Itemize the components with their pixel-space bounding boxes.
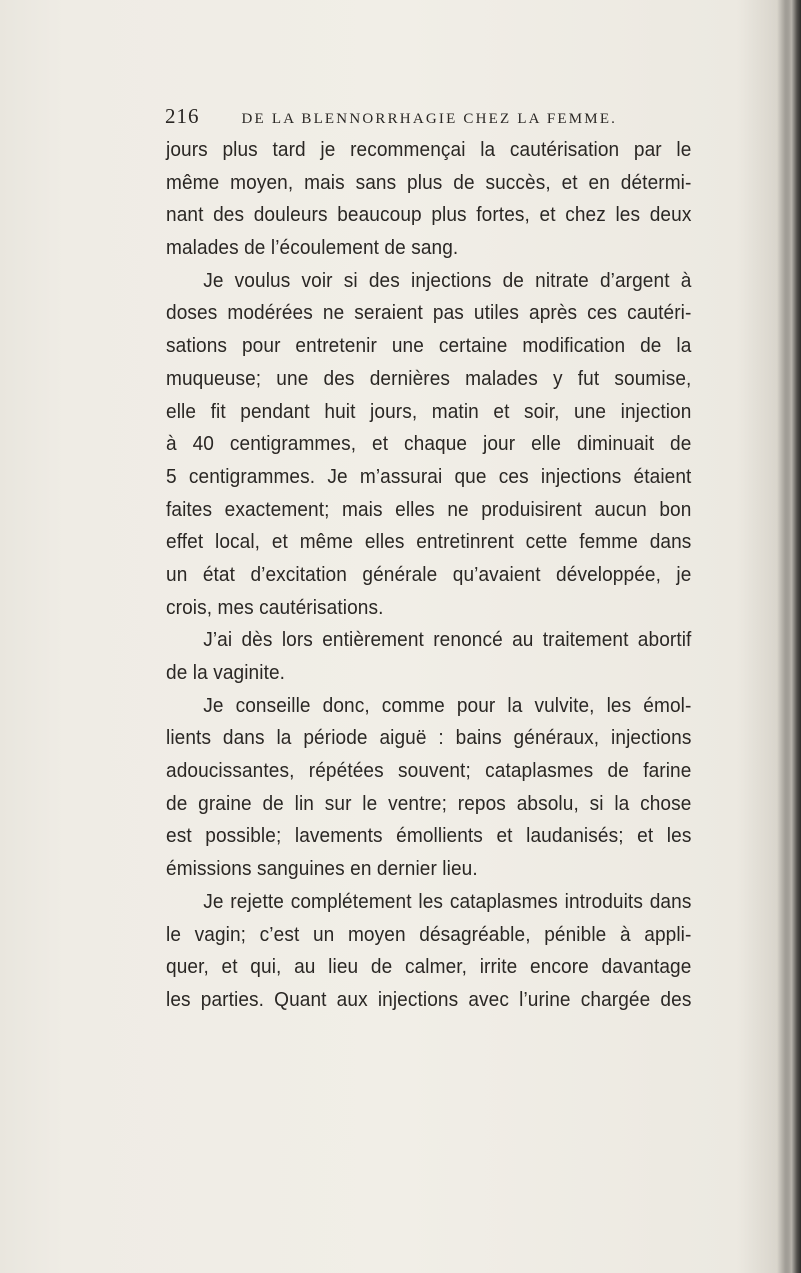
text-line: Je rejette complétement les cataplasmes introduits dans: [203, 889, 692, 913]
text-line: est possible; lavements émollients et laudanisés; et les: [166, 824, 692, 848]
text-line: jours plus tard je recommençai la cautérisation par le: [166, 138, 692, 161]
text-line: 5 centigrammes. Je m’assurai que ces injections étaient: [166, 464, 692, 488]
text-line: adoucissantes, répétées souvent; cataplasmes de farine: [166, 759, 692, 783]
text-line: faites exactement; mais elles ne produisirent aucun bon: [166, 497, 692, 521]
text-line: malades de l’écoulement de sang.: [166, 236, 459, 260]
text-line: lients dans la période aiguë : bains généraux, injections: [166, 726, 692, 750]
text-line: crois, mes cautérisations.: [166, 595, 384, 619]
text-line: de la vaginite.: [166, 661, 286, 684]
text-line: sations pour entretenir une certaine modification de la: [166, 334, 692, 358]
text-line: de graine de lin sur le ventre; repos absolu, si la chose: [166, 791, 692, 815]
page-number: 216: [165, 104, 200, 128]
text-line: Je voulus voir si des injections de nitrate d’argent à: [203, 268, 692, 292]
text-line: un état d’excitation générale qu’avaient développée, je: [166, 562, 692, 586]
text-line: quer, et qui, au lieu de calmer, irrite encore davantage: [166, 955, 692, 979]
text-line: à 40 centigrammes, et chaque jour elle diminuait de: [166, 432, 692, 456]
text-line: les parties. Quant aux injections avec l’urine chargée des: [166, 987, 692, 1011]
text-line: elle fit pendant huit jours, matin et soir, une injection: [166, 399, 692, 423]
text-line: effet local, et même elles entretinrent cette femme dans: [166, 530, 692, 554]
text-line: même moyen, mais sans plus de succès, et en détermi-: [166, 170, 692, 194]
text-line: muqueuse; une des dernières malades y fut soumise,: [166, 366, 692, 390]
running-header: [165, 104, 725, 132]
page-binding-edge: [785, 0, 801, 1273]
body-text: [166, 134, 691, 1017]
text-line: Je conseille donc, comme pour la vulvite, les émol-: [203, 693, 692, 717]
text-line: émissions sanguines en dernier lieu.: [166, 857, 478, 881]
text-line: J’ai dès lors entièrement renoncé au traitement abortif: [203, 628, 692, 652]
text-line: le vagin; c’est un moyen désagréable, pénible à appli-: [166, 922, 692, 946]
running-title: DE LA BLENNORRHAGIE CHEZ LA FEMME.: [241, 111, 618, 127]
text-line: nant des douleurs beaucoup plus fortes, et chez les deux: [166, 203, 692, 227]
text-line: doses modérées ne seraient pas utiles après ces cautéri-: [166, 301, 692, 325]
